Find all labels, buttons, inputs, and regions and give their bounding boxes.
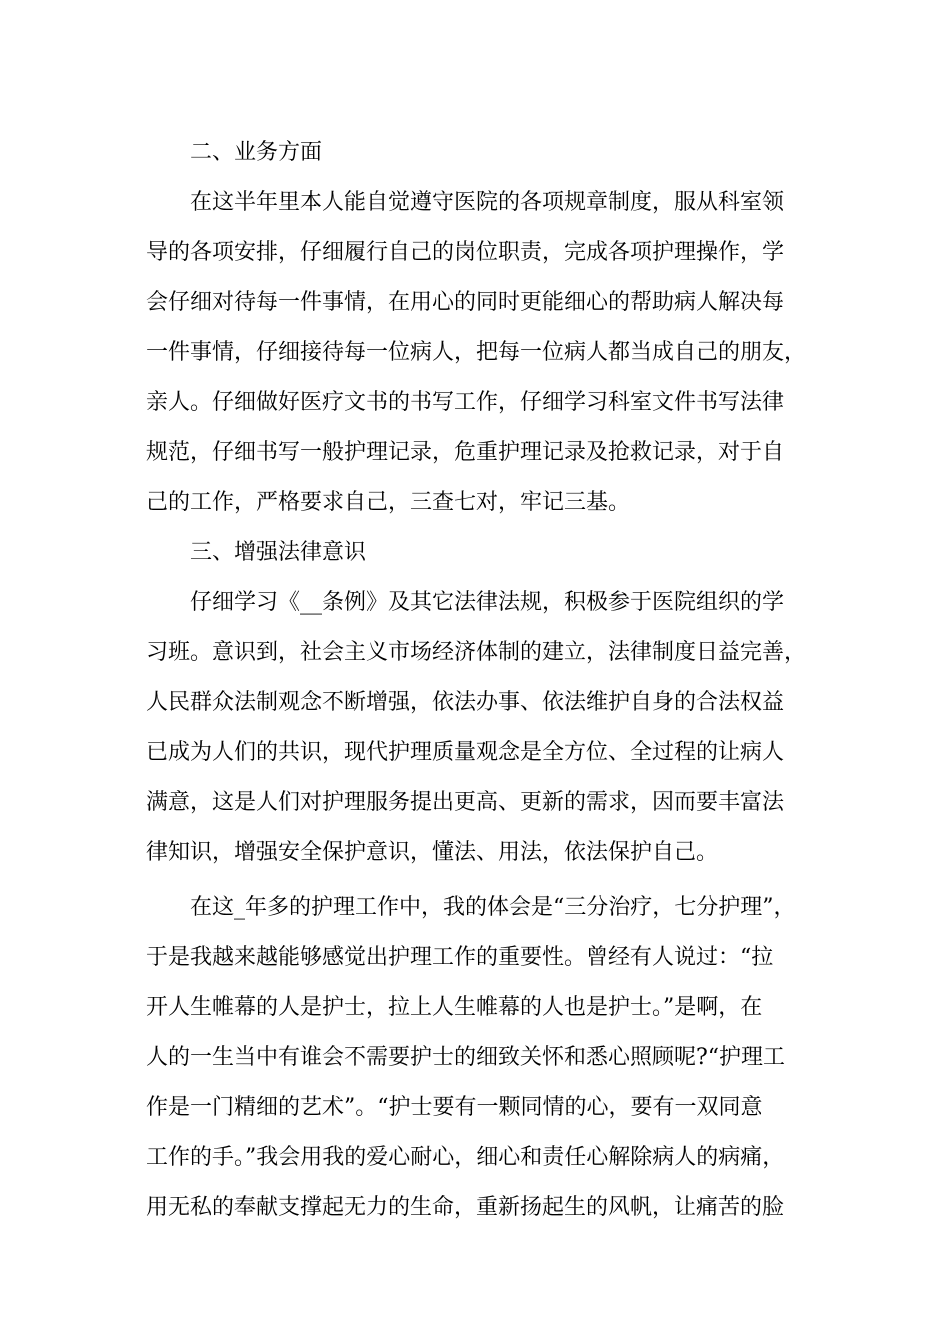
paragraph-line: 导的各项安排，仔细履行自己的岗位职责，完成各项护理操作，学 [146, 240, 785, 265]
paragraph-line: 人的一生当中有谁会不需要护士的细致关怀和悉心照顾呢?“护理工 [146, 1045, 786, 1070]
paragraph-line: 仔细学习《__条例》及其它法律法规，积极参于医院组织的学 [190, 590, 785, 615]
paragraph-line: 作是一门精细的艺术”。“护士要有一颗同情的心，要有一双同意 [146, 1095, 763, 1120]
paragraph-line: 会仔细对待每一件事情，在用心的同时更能细心的帮助病人解决每 [146, 290, 785, 315]
paragraph-line: 用无私的奉献支撑起无力的生命，重新扬起生的风帆，让痛苦的脸 [146, 1195, 785, 1220]
paragraph-legal-awareness [146, 578, 808, 878]
paragraph-line: 习班。意识到，社会主义市场经济体制的建立，法律制度日益完善， [146, 640, 807, 665]
paragraph-line: 在这_年多的护理工作中，我的体会是“三分治疗，七分护理”， [190, 895, 796, 920]
paragraph-line: 人民群众法制观念不断增强，依法办事、依法维护自身的合法权益 [146, 690, 785, 715]
paragraph-line: 一件事情，仔细接待每一位病人，把每一位病人都当成自己的朋友， [146, 340, 807, 365]
paragraph-line: 于是我越来越能够感觉出护理工作的重要性。曾经有人说过：“拉 [146, 945, 774, 970]
paragraph-line: 开人生帷幕的人是护士，拉上人生帷幕的人也是护士。”是啊，在 [146, 995, 763, 1020]
section-heading-business: 二、业务方面 [190, 140, 323, 165]
paragraph-nursing-experience [146, 883, 808, 1233]
paragraph-line: 工作的手。”我会用我的爱心耐心，细心和责任心解除病人的病痛， [146, 1145, 785, 1170]
paragraph-business [146, 178, 808, 528]
paragraph-line: 在这半年里本人能自觉遵守医院的各项规章制度，服从科室领 [190, 190, 785, 215]
paragraph-line: 己的工作，严格要求自己，三查七对，牢记三基。 [146, 490, 631, 515]
paragraph-line: 已成为人们的共识，现代护理质量观念是全方位、全过程的让病人 [146, 740, 785, 765]
paragraph-line: 规范，仔细书写一般护理记录，危重护理记录及抢救记录，对于自 [146, 440, 785, 465]
paragraph-line: 满意，这是人们对护理服务提出更高、更新的需求，因而要丰富法 [146, 790, 785, 815]
paragraph-line: 律知识，增强安全保护意识，懂法、用法，依法保护自己。 [146, 840, 719, 865]
paragraph-line: 亲人。仔细做好医疗文书的书写工作，仔细学习科室文件书写法律 [146, 390, 785, 415]
document-body [146, 128, 808, 1233]
section-heading-legal-awareness: 三、增强法律意识 [190, 540, 367, 565]
